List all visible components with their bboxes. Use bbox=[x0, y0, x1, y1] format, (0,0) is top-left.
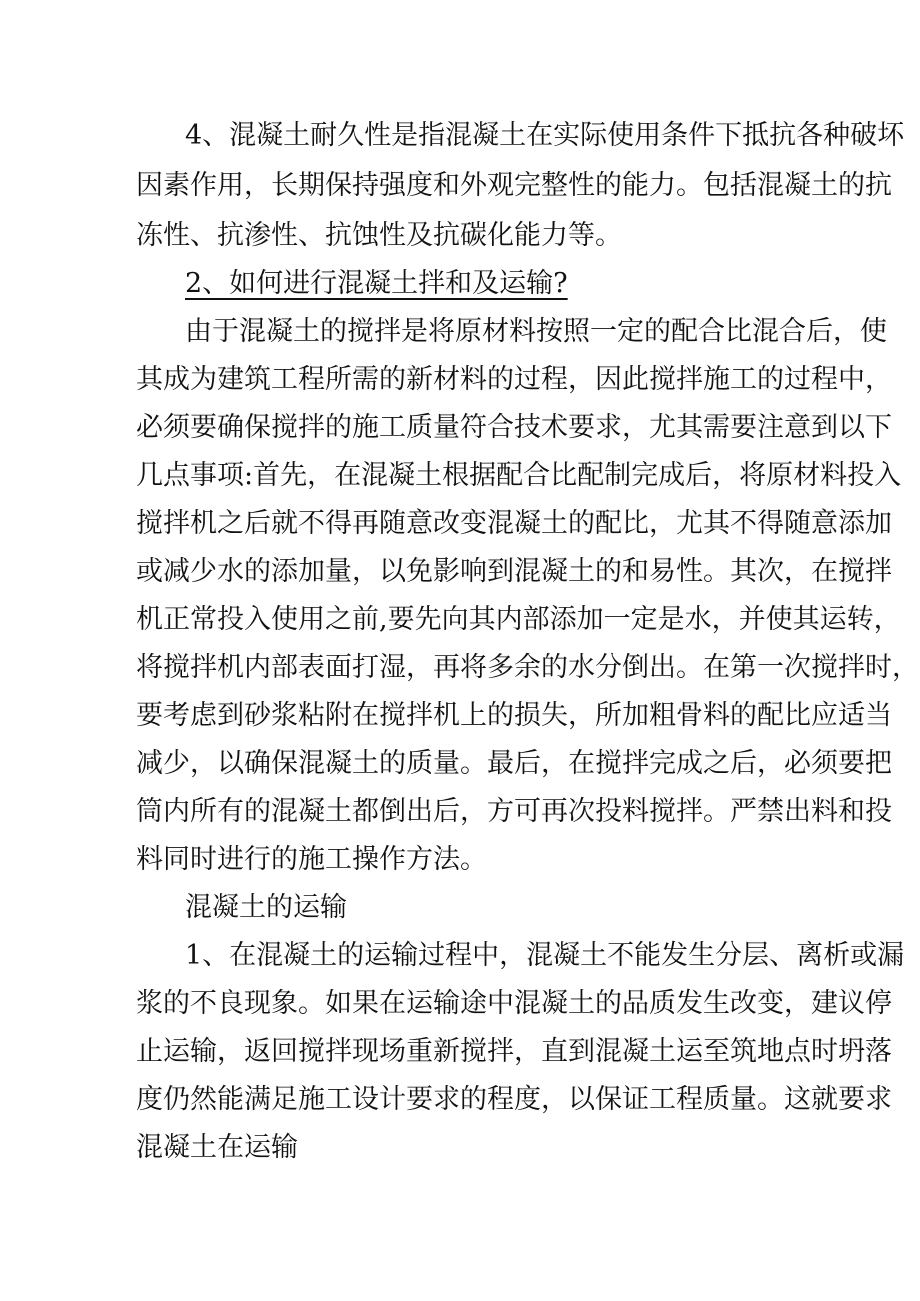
paragraph-transport-line-1: 1、在混凝土的运输过程中，混凝土不能发生分层、离析或漏 bbox=[185, 940, 905, 971]
paragraph-transport-line-4: 度仍然能满足施工设计要求的程度，以保证工程质量。这就要求 bbox=[136, 1084, 892, 1115]
paragraph-mixing-line-4: 几点事项:首先，在混凝土根据配合比配制完成后，将原材料投入 bbox=[136, 460, 902, 491]
paragraph-mixing-line-9: 要考虑到砂浆粘附在搅拌机上的损失，所加粗骨料的配比应适当 bbox=[136, 700, 892, 731]
paragraph-mixing-line-1: 由于混凝土的搅拌是将原材料按照一定的配合比混合后，使 bbox=[185, 316, 887, 347]
section-heading-mixing-transport: 2、如何进行混凝土拌和及运输? bbox=[185, 268, 568, 299]
paragraph-mixing-line-10: 减少，以确保混凝土的质量。最后，在搅拌完成之后，必须要把 bbox=[136, 748, 892, 779]
paragraph-mixing-line-6: 或减少水的添加量，以免影响到混凝土的和易性。其次，在搅拌 bbox=[136, 556, 892, 587]
paragraph-mixing-line-8: 将搅拌机内部表面打湿，再将多余的水分倒出。在第一次搅拌时， bbox=[136, 652, 919, 683]
paragraph-transport-line-3: 止运输，返回搅拌现场重新搅拌，直到混凝土运至筑地点时坍落 bbox=[136, 1036, 892, 1067]
paragraph-mixing-line-12: 料同时进行的施工操作方法。 bbox=[136, 844, 487, 875]
paragraph-mixing-line-7: 机正常投入使用之前,要先向其内部添加一定是水，并使其运转， bbox=[136, 604, 901, 635]
paragraph-transport-line-5: 混凝土在运输 bbox=[136, 1132, 298, 1163]
paragraph-durability-line-3: 冻性、抗渗性、抗蚀性及抗碳化能力等。 bbox=[136, 220, 622, 251]
paragraph-durability-line-1: 4、混凝土耐久性是指混凝土在实际使用条件下抵抗各种破坏 bbox=[185, 120, 905, 151]
paragraph-mixing-line-5: 搅拌机之后就不得再随意改变混凝土的配比，尤其不得随意添加 bbox=[136, 508, 892, 539]
paragraph-mixing-line-3: 必须要确保搅拌的施工质量符合技术要求，尤其需要注意到以下 bbox=[136, 412, 892, 443]
paragraph-durability-line-2: 因素作用，长期保持强度和外观完整性的能力。包括混凝土的抗 bbox=[136, 170, 892, 201]
paragraph-mixing-line-2: 其成为建筑工程所需的新材料的过程，因此搅拌施工的过程中， bbox=[136, 364, 892, 395]
paragraph-mixing-line-11: 筒内所有的混凝土都倒出后，方可再次投料搅拌。严禁出料和投 bbox=[136, 796, 892, 827]
subheading-transport: 混凝土的运输 bbox=[185, 892, 347, 923]
paragraph-transport-line-2: 浆的不良现象。如果在运输途中混凝土的品质发生改变，建议停 bbox=[136, 988, 892, 1019]
